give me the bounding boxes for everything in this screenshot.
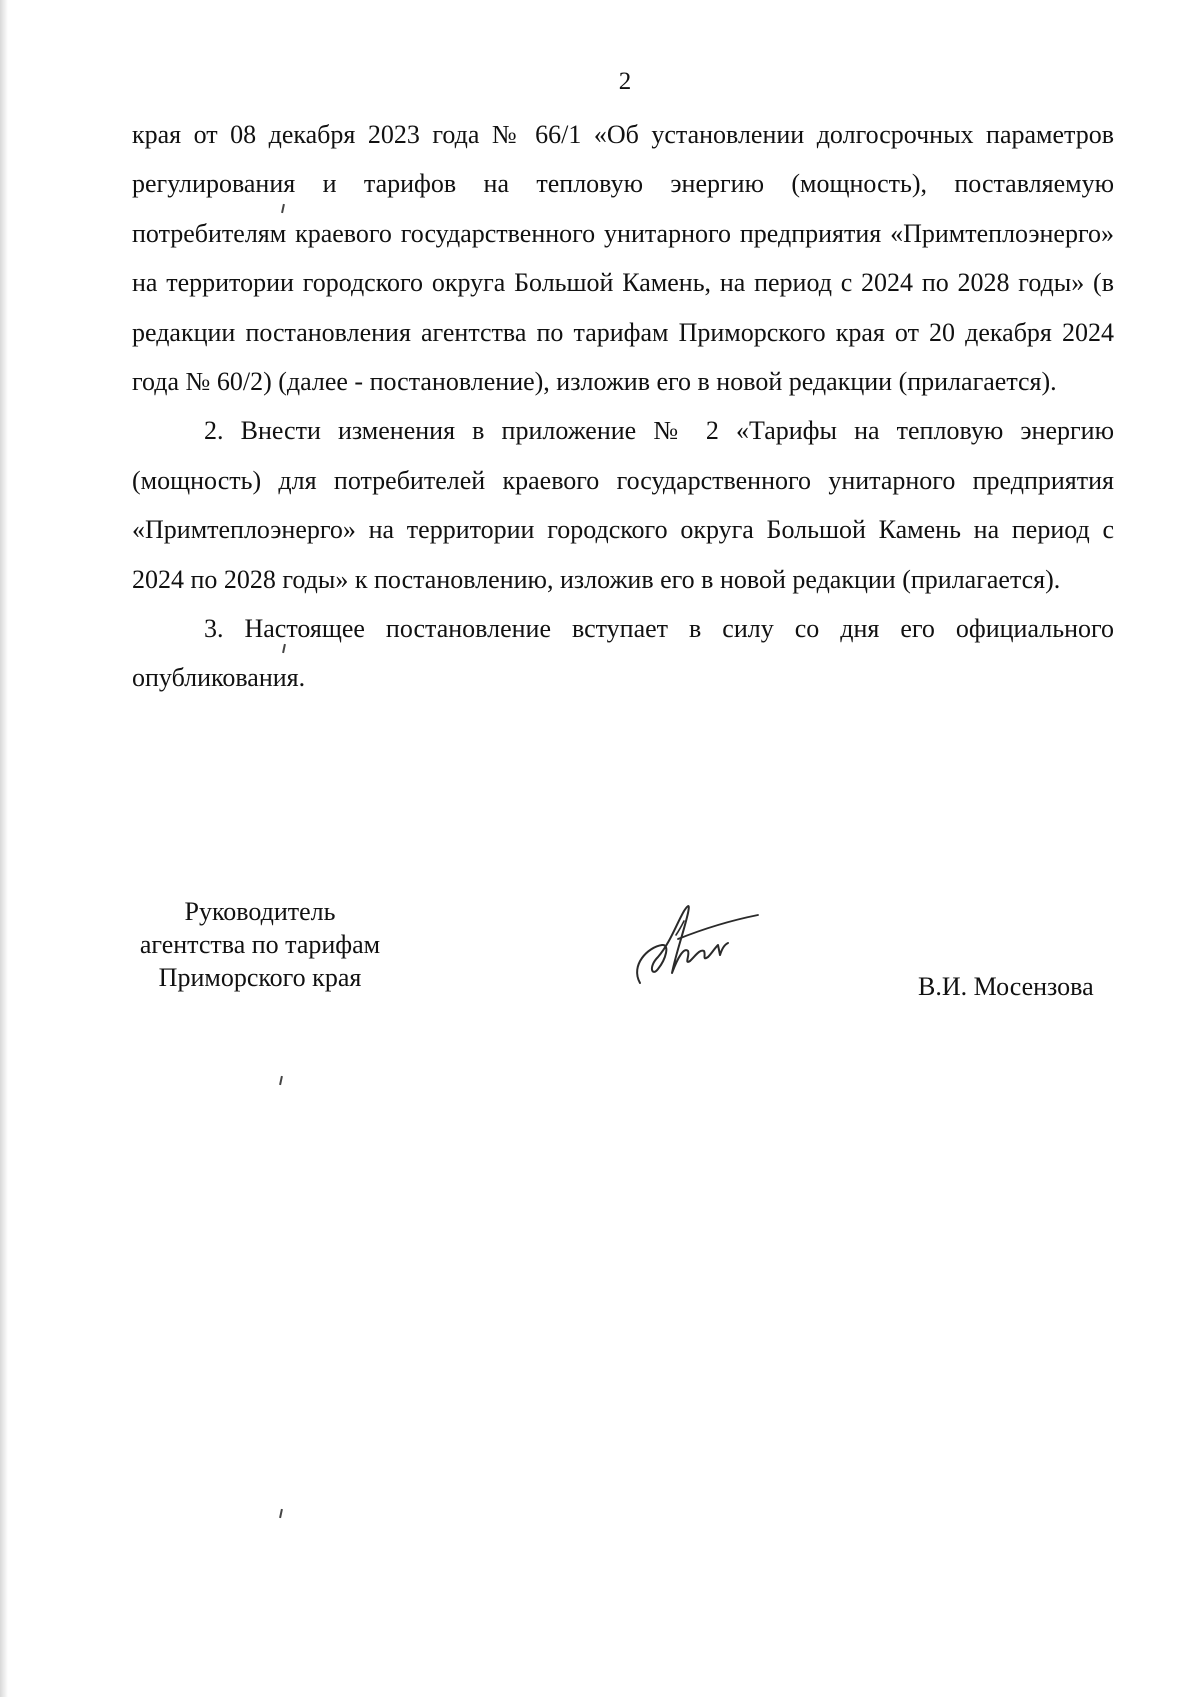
paragraph-item-2: 2. Внести изменения в приложение № 2 «Тарифы на тепловую энергию (мощность) для потребителей краевого государственного унитарного предприятия «Примтеплоэнерго» на территории городского округа Большой Камень на период с 2024 по 2028 годы» к постановлению, изложив его в новой редакции (прилагается). — [132, 416, 1114, 594]
paragraph-item-3: 3. Настоящее постановление вступает в силу со дня его официального опубликования. — [132, 614, 1114, 693]
paragraph-continuation: края от 08 декабря 2023 года № 66/1 «Об установлении долгосрочных параметров регулирования и тарифов на тепловую энергию (мощность), поставляемую потребителям краевого государственного унитарного предприятия «Примтеплоэнерго» на территории городского округа Большой Камень, на период с 2024 по 2028 годы» (в редакции постановления агентства по тарифам Приморского края от 20 декабря 2024 года № 60/2) (далее - постановление), изложив его в новой редакции (прилагается). — [132, 120, 1114, 397]
signatory-position — [120, 895, 400, 994]
document-body — [132, 110, 1114, 703]
position-line-3: Приморского края — [158, 963, 362, 992]
scan-artifact — [279, 1076, 283, 1085]
scan-artifact — [279, 1509, 283, 1518]
scan-edge-shadow — [0, 0, 8, 1697]
handwritten-signature — [618, 895, 768, 995]
position-line-2: агентства по тарифам — [139, 930, 381, 959]
page-number: 2 — [618, 68, 632, 95]
signer-name: В.И. Мосензова — [918, 972, 1094, 1001]
position-line-1: Руководитель — [184, 897, 336, 926]
